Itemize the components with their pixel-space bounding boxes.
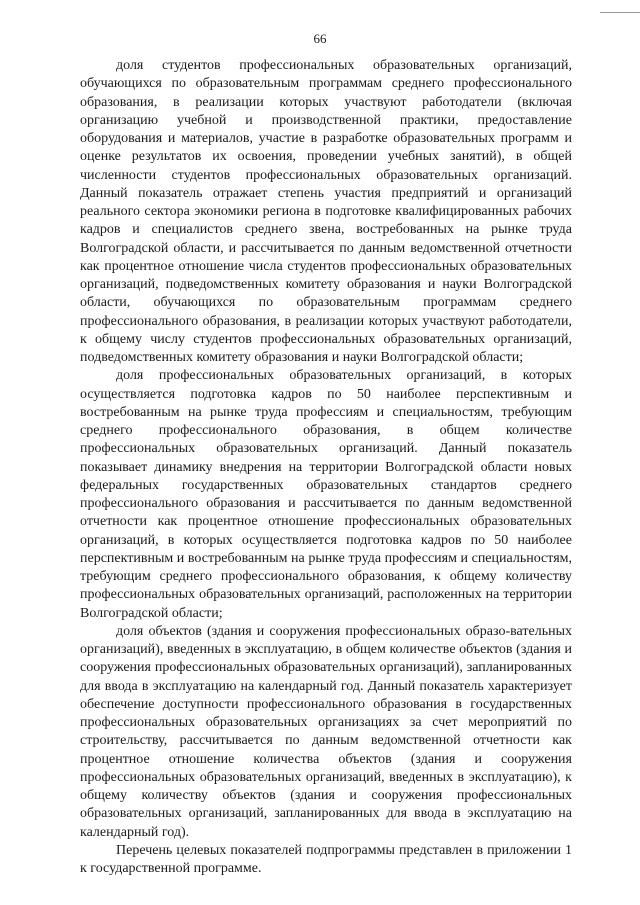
page-number: 66 (313, 31, 327, 46)
paragraph-indicators-list: Перечень целевых показателей подпрограммы представлен в приложении 1 к государственной программе. (80, 842, 572, 876)
paragraph-organizations-share: доля профессиональных образовательных организаций, в которых осуществляется подготовка кадров по 50 наиболее перспективным и востребованным на рынке труда профессиям и специальностям, требующим среднего профессионального образования, в общем количестве профессиональных образовательных организаций. Данный показатель показывает динамику внедрения на территории Волгоградской области новых федеральных государственных образовательных стандартов среднего профессионального образования и рассчитывается по данным ведомственной отчетности как процентное отношение профессиональных образовательных организаций, в которых осуществляется подготовка кадров по 50 наиболее перспективным и востребованным на рынке труда профессиям и специальностям, требующим среднего профессионального образования, к общему количеству профессиональных образовательных организаций, расположенных на территории Волгоградской области; (80, 368, 572, 621)
document-body (80, 57, 572, 878)
paragraph-objects-share: доля объектов (здания и сооружения профессиональных образо-вательных организаций), введенных в эксплуатацию, в общем количестве объектов (здания и сооружения профессиональных образовательных организаций), запланированных для ввода в эксплуатацию на календарный год. Данный показатель характеризует обеспечение доступности профессионального образования в государственных профессиональных образовательных организациях за счет мероприятий по строительству, рассчитывается по данным ведомственной отчетности как процентное отношение количества объектов (здания и сооружения профессиональных образовательных организаций, введенных в эксплуатацию), к общему количеству объектов (здания и сооружения профессиональных образовательных организаций, запланированных для ввода в эксплуатацию на календарный год). (80, 623, 572, 840)
scan-corner-mark (600, 0, 640, 13)
paragraph-students-share: доля студентов профессиональных образовательных организаций, обучающихся по образовательным программам среднего профессионального образования, в реализации которых участвуют работодатели (включая организацию учебной и производственной практики, предоставление оборудования и материалов, участие в разработке образовательных программ и оценке результатов их освоения, проведении учебных занятий), в общей численности студентов профессиональных образовательных организаций. Данный показатель отражает степень участия предприятий и организаций реального сектора экономики региона в подготовке квалифицированных рабочих кадров и специалистов среднего звена, востребованных на рынке труда Волгоградской области, и рассчитывается по данным ведомственной отчетности как процентное отношение числа студентов профессиональных образовательных организаций, подведомственных комитету образования и науки Волгоградской области, обучающихся по образовательным программам среднего профессионального образования, в реализации которых участвуют работодатели, к общему числу студентов профессиональных образовательных организаций, подведомственных комитету образования и науки Волгоградской области; (80, 58, 572, 365)
